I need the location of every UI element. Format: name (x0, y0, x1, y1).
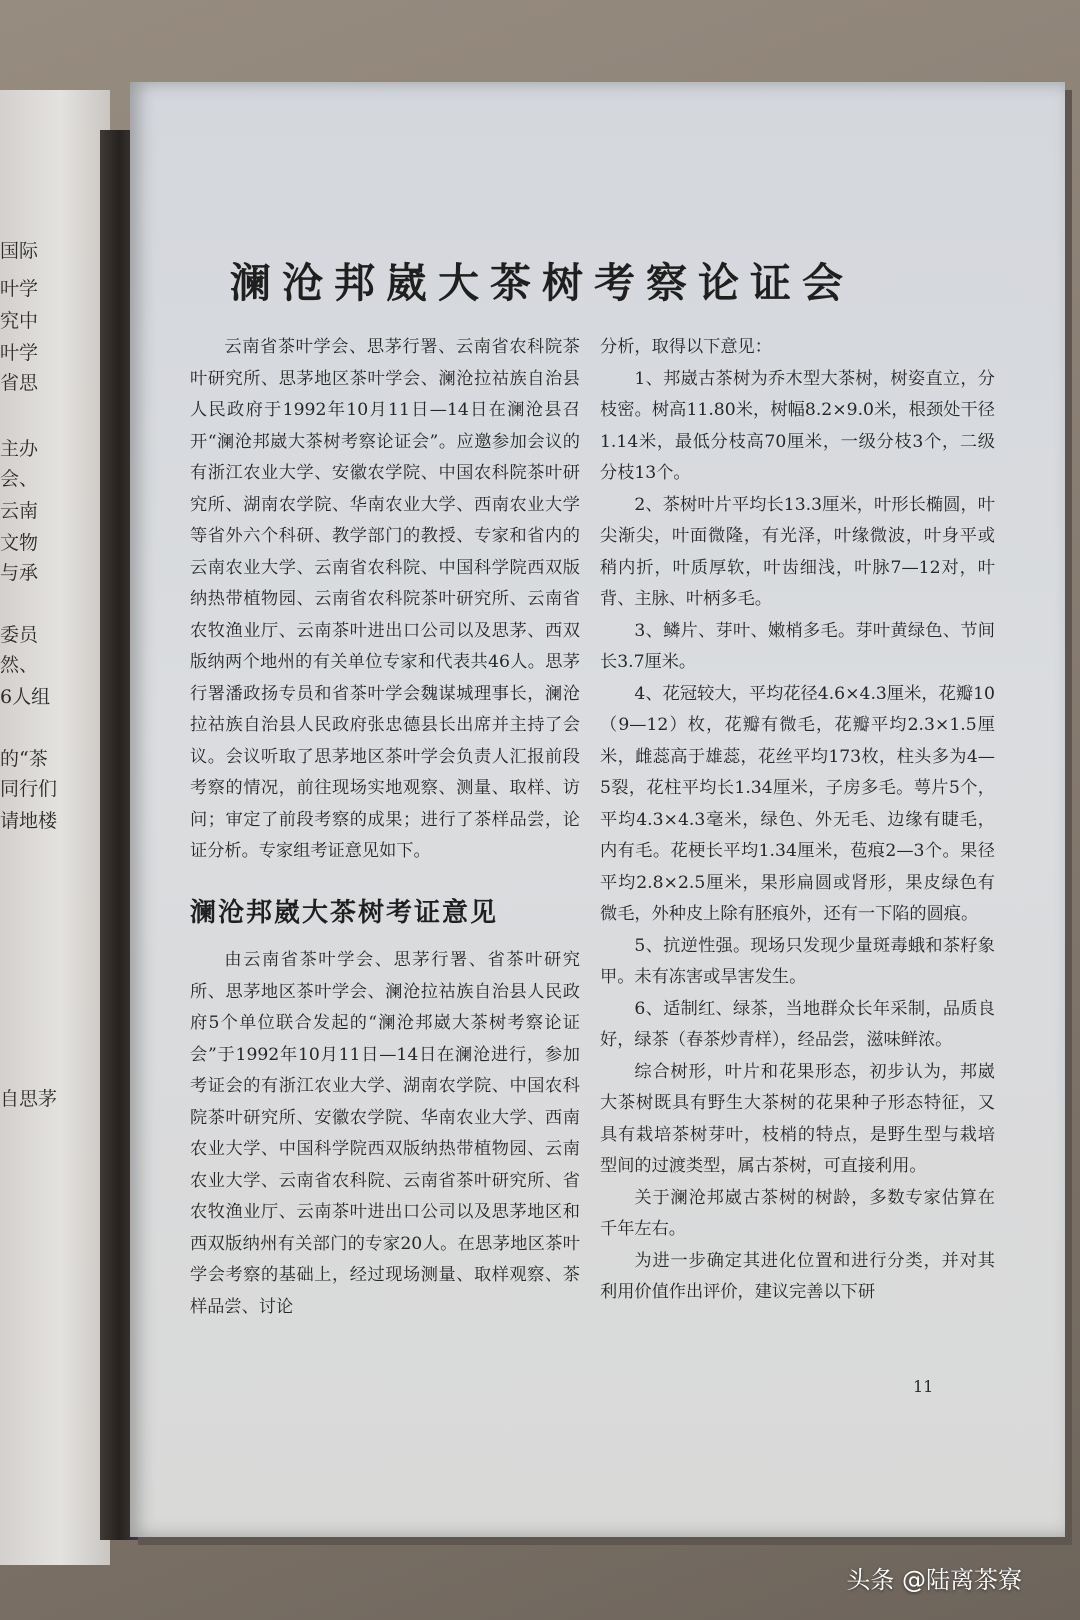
magazine-page (130, 82, 1065, 1537)
finding-item-1: 1、邦崴古茶树为乔木型大茶树，树姿直立，分枝密。树高11.80米，树幅8.2×9.0米，根颈处干径1.14米，最低分枝高70厘米，一级分枝3个，二级分枝13个。 (600, 368, 995, 483)
conclusion-paragraph: 综合树形，叶片和花果形态，初步认为，邦崴大茶树既具有野生大茶树的花果种子形态特征，又具有栽培茶树芽叶，枝梢的特点，是野生型与栽培型间的过渡类型，属古茶树，可直接利用。 (600, 1061, 995, 1176)
right-column (600, 332, 995, 1309)
left-page-text-fragment: 究中 (0, 310, 39, 332)
opinion-paragraph: 由云南省茶叶学会、思茅行署、省茶叶研究所、思茅地区茶叶学会、澜沧拉祜族自治县人民政府5个单位联合发起的“澜沧邦崴大茶树考察论证会”于1992年10月11日—14日在澜沧进行，参加考证会的有浙江农业大学、湖南农学院、中国农科院茶叶研究所、安徽农学院、华南农业大学、西南农业大学、中国科学院西双版纳热带植物园、云南农业大学、云南省农科院、云南省茶叶研究所、省农牧渔业厅、云南茶叶进出口公司以及思茅地区和西双版纳州有关部门的专家20人。在思茅地区茶叶学会考察的基础上，经过现场测量、取样观察、茶样品尝、讨论 (190, 950, 580, 1317)
finding-item-4: 4、花冠较大，平均花径4.6×4.3厘米，花瓣10（9—12）枚，花瓣有微毛，花瓣平均2.3×1.5厘米，雌蕊高于雄蕊，花丝平均173枚，柱头多为4—5裂，花柱平均长1.34厘米，子房多毛。萼片5个，平均4.3×4.3毫米，绿色、外无毛、边缘有睫毛，内有毛。花梗长平均1.34厘米，苞痕2—3个。果径平均2.8×2.5厘米，果形扁圆或肾形，果皮绿色有微毛，外种皮上除有胚痕外，还有一下陷的圆痕。 (600, 683, 995, 924)
left-column (190, 332, 580, 1323)
left-page-text-fragment: 请地楼 (0, 810, 58, 832)
left-page-edge (0, 90, 110, 1565)
recommendation-paragraph: 为进一步确定其进化位置和进行分类，并对其利用价值作出评价，建议完善以下研 (600, 1250, 995, 1302)
left-page-text-fragment: 同行们 (0, 778, 58, 800)
finding-item-5: 5、抗逆性强。现场只发现少量斑毒蛾和茶籽象甲。未有冻害或旱害发生。 (600, 935, 995, 987)
left-page-text-fragment: 委员 (0, 624, 39, 646)
left-page-text-fragment: 自思茅 (0, 1088, 58, 1110)
left-page-text-fragment: 6人组 (0, 686, 51, 708)
finding-item-3: 3、鳞片、芽叶、嫩梢多毛。芽叶黄绿色、节间长3.7厘米。 (600, 620, 995, 672)
left-page-text-fragment: 主办 (0, 438, 39, 460)
left-page-text-fragment: 与承 (0, 562, 39, 584)
continued-paragraph: 分析，取得以下意见： (600, 337, 772, 357)
watermark: 头条 @陆离茶寮 (846, 1566, 1022, 1594)
intro-paragraph: 云南省茶叶学会、思茅行署、云南省农科院茶叶研究所、思茅地区茶叶学会、澜沧拉祜族自治县人民政府于1992年10月11日—14日在澜沧县召开“澜沧邦崴大茶树考察论证会”。应邀参加会议的有浙江农业大学、安徽农学院、中国农科院茶叶研究所、湖南农学院、华南农业大学、西南农业大学等省外六个科研、教学部门的教授、专家和省内的云南农业大学、云南省农科院、中国科学院西双版纳热带植物园、云南省农科院茶叶研究所、云南省农牧渔业厅、云南茶叶进出口公司以及思茅、西双版纳两个地州的有关单位专家和代表共46人。思茅行署潘政扬专员和省茶叶学会魏谋城理事长，澜沧拉祜族自治县人民政府张忠德县长出席并主持了会议。会议听取了思茅地区茶叶学会负责人汇报前段考察的情况，前往现场实地观察、测量、取样、访问；审定了前段考察的成果；进行了茶样品尝，论证分析。专家组考证意见如下。 (190, 337, 580, 861)
left-page-text-fragment: 省思 (0, 372, 39, 394)
left-page-text-fragment: 会、 (0, 468, 39, 490)
left-page-text-fragment: 文物 (0, 532, 39, 554)
left-page-text-fragment: 叶学 (0, 342, 39, 364)
tree-age-paragraph: 关于澜沧邦崴古茶树的树龄，多数专家估算在千年左右。 (600, 1187, 995, 1239)
left-page-text-fragment: 的“茶 (0, 748, 48, 770)
left-page-text-fragment: 云南 (0, 500, 39, 522)
page-number: 11 (913, 1377, 934, 1396)
article-title: 澜沧邦崴大茶树考察论证会 (230, 259, 854, 307)
finding-item-6: 6、适制红、绿茶，当地群众长年采制，品质良好，绿茶（春茶炒青样），经品尝，滋味鲜浓。 (600, 998, 995, 1050)
finding-item-2: 2、茶树叶片平均长13.3厘米，叶形长椭圆，叶尖渐尖，叶面微隆，有光泽，叶缘微波，叶身平或稍内折，叶质厚软，叶齿细浅，叶脉7—12对，叶背、主脉、叶柄多毛。 (600, 494, 995, 609)
left-page-text-fragment: 叶学 (0, 278, 39, 300)
section-subtitle: 澜沧邦崴大茶树考证意见 (190, 897, 499, 928)
left-page-text-fragment: 然、 (0, 654, 39, 676)
left-page-text-fragment: 国际 (0, 240, 39, 262)
